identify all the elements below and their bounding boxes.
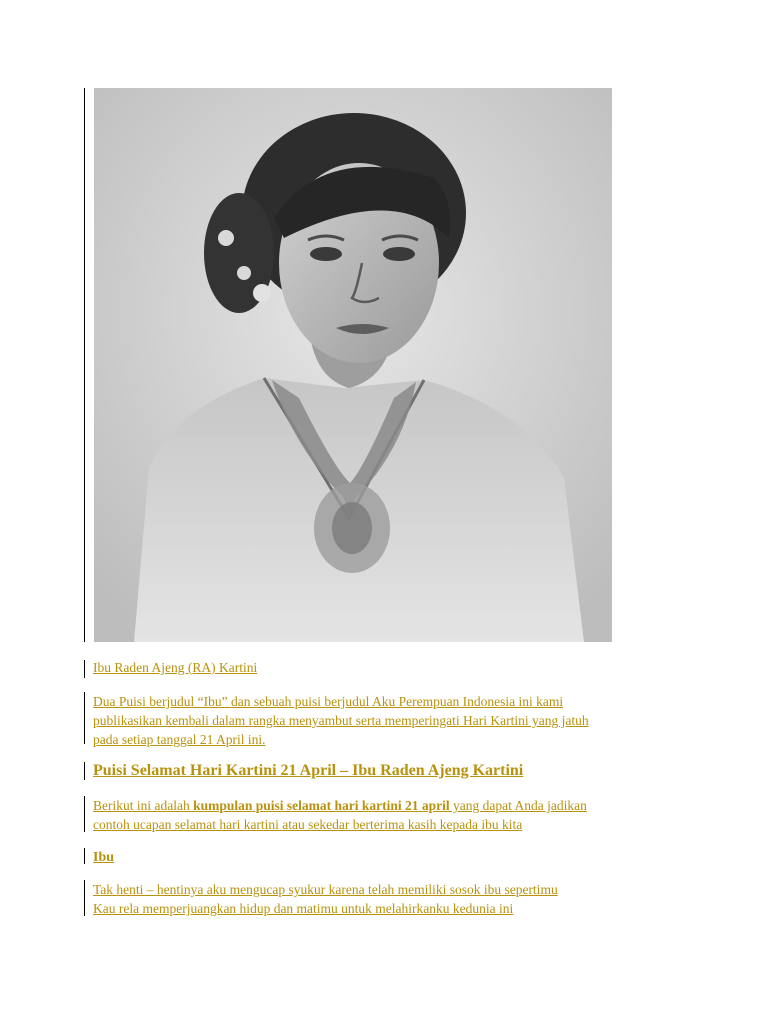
portrait-illustration [94, 88, 612, 642]
body-line-1-pre[interactable]: Berikut ini adalah [93, 798, 194, 813]
poem-line-2[interactable]: Kau rela memperjuangkan hidup dan matimu untuk melahirkanku kedunia ini [93, 901, 514, 916]
poem-margin-bar [84, 880, 85, 916]
body-paragraph [93, 796, 587, 834]
portrait-photo [94, 88, 612, 642]
poem-title-link[interactable]: Ibu [93, 850, 115, 865]
article-heading[interactable] [93, 760, 523, 782]
poem-title-margin-bar [84, 848, 85, 864]
heading-link[interactable]: Puisi Selamat Hari Kartini 21 April – Ibu Raden Ajeng Kartini [93, 762, 524, 779]
photo-caption[interactable] [93, 658, 257, 677]
body-line-1-bold[interactable]: kumpulan puisi selamat hari kartini 21 april [193, 798, 450, 813]
photo-margin-bar [84, 88, 85, 642]
intro-line-2[interactable]: publikasikan kembali dalam rangka menyambut serta memperingati Hari Kartini yang jatuh [93, 713, 589, 728]
intro-margin-bar [84, 692, 85, 744]
body-line-1-post[interactable]: yang dapat Anda jadikan [449, 798, 587, 813]
intro-line-3[interactable]: pada setiap tanggal 21 April ini. [93, 732, 266, 747]
heading-margin-bar [84, 762, 85, 780]
caption-link[interactable]: Ibu Raden Ajeng (RA) Kartini [93, 660, 258, 675]
body-margin-bar [84, 796, 85, 832]
intro-paragraph [93, 692, 589, 749]
body-line-2[interactable]: contoh ucapan selamat hari kartini atau sekedar berterima kasih kepada ibu kita [93, 817, 523, 832]
poem-line-1[interactable]: Tak henti – hentinya aku mengucap syukur karena telah memiliki sosok ibu sepertimu [93, 882, 558, 897]
intro-line-1[interactable]: Dua Puisi berjudul “Ibu” dan sebuah puisi berjudul Aku Perempuan Indonesia ini kami [93, 694, 564, 709]
caption-margin-bar [84, 660, 85, 678]
poem-lines [93, 880, 558, 918]
poem-title[interactable] [93, 848, 114, 867]
